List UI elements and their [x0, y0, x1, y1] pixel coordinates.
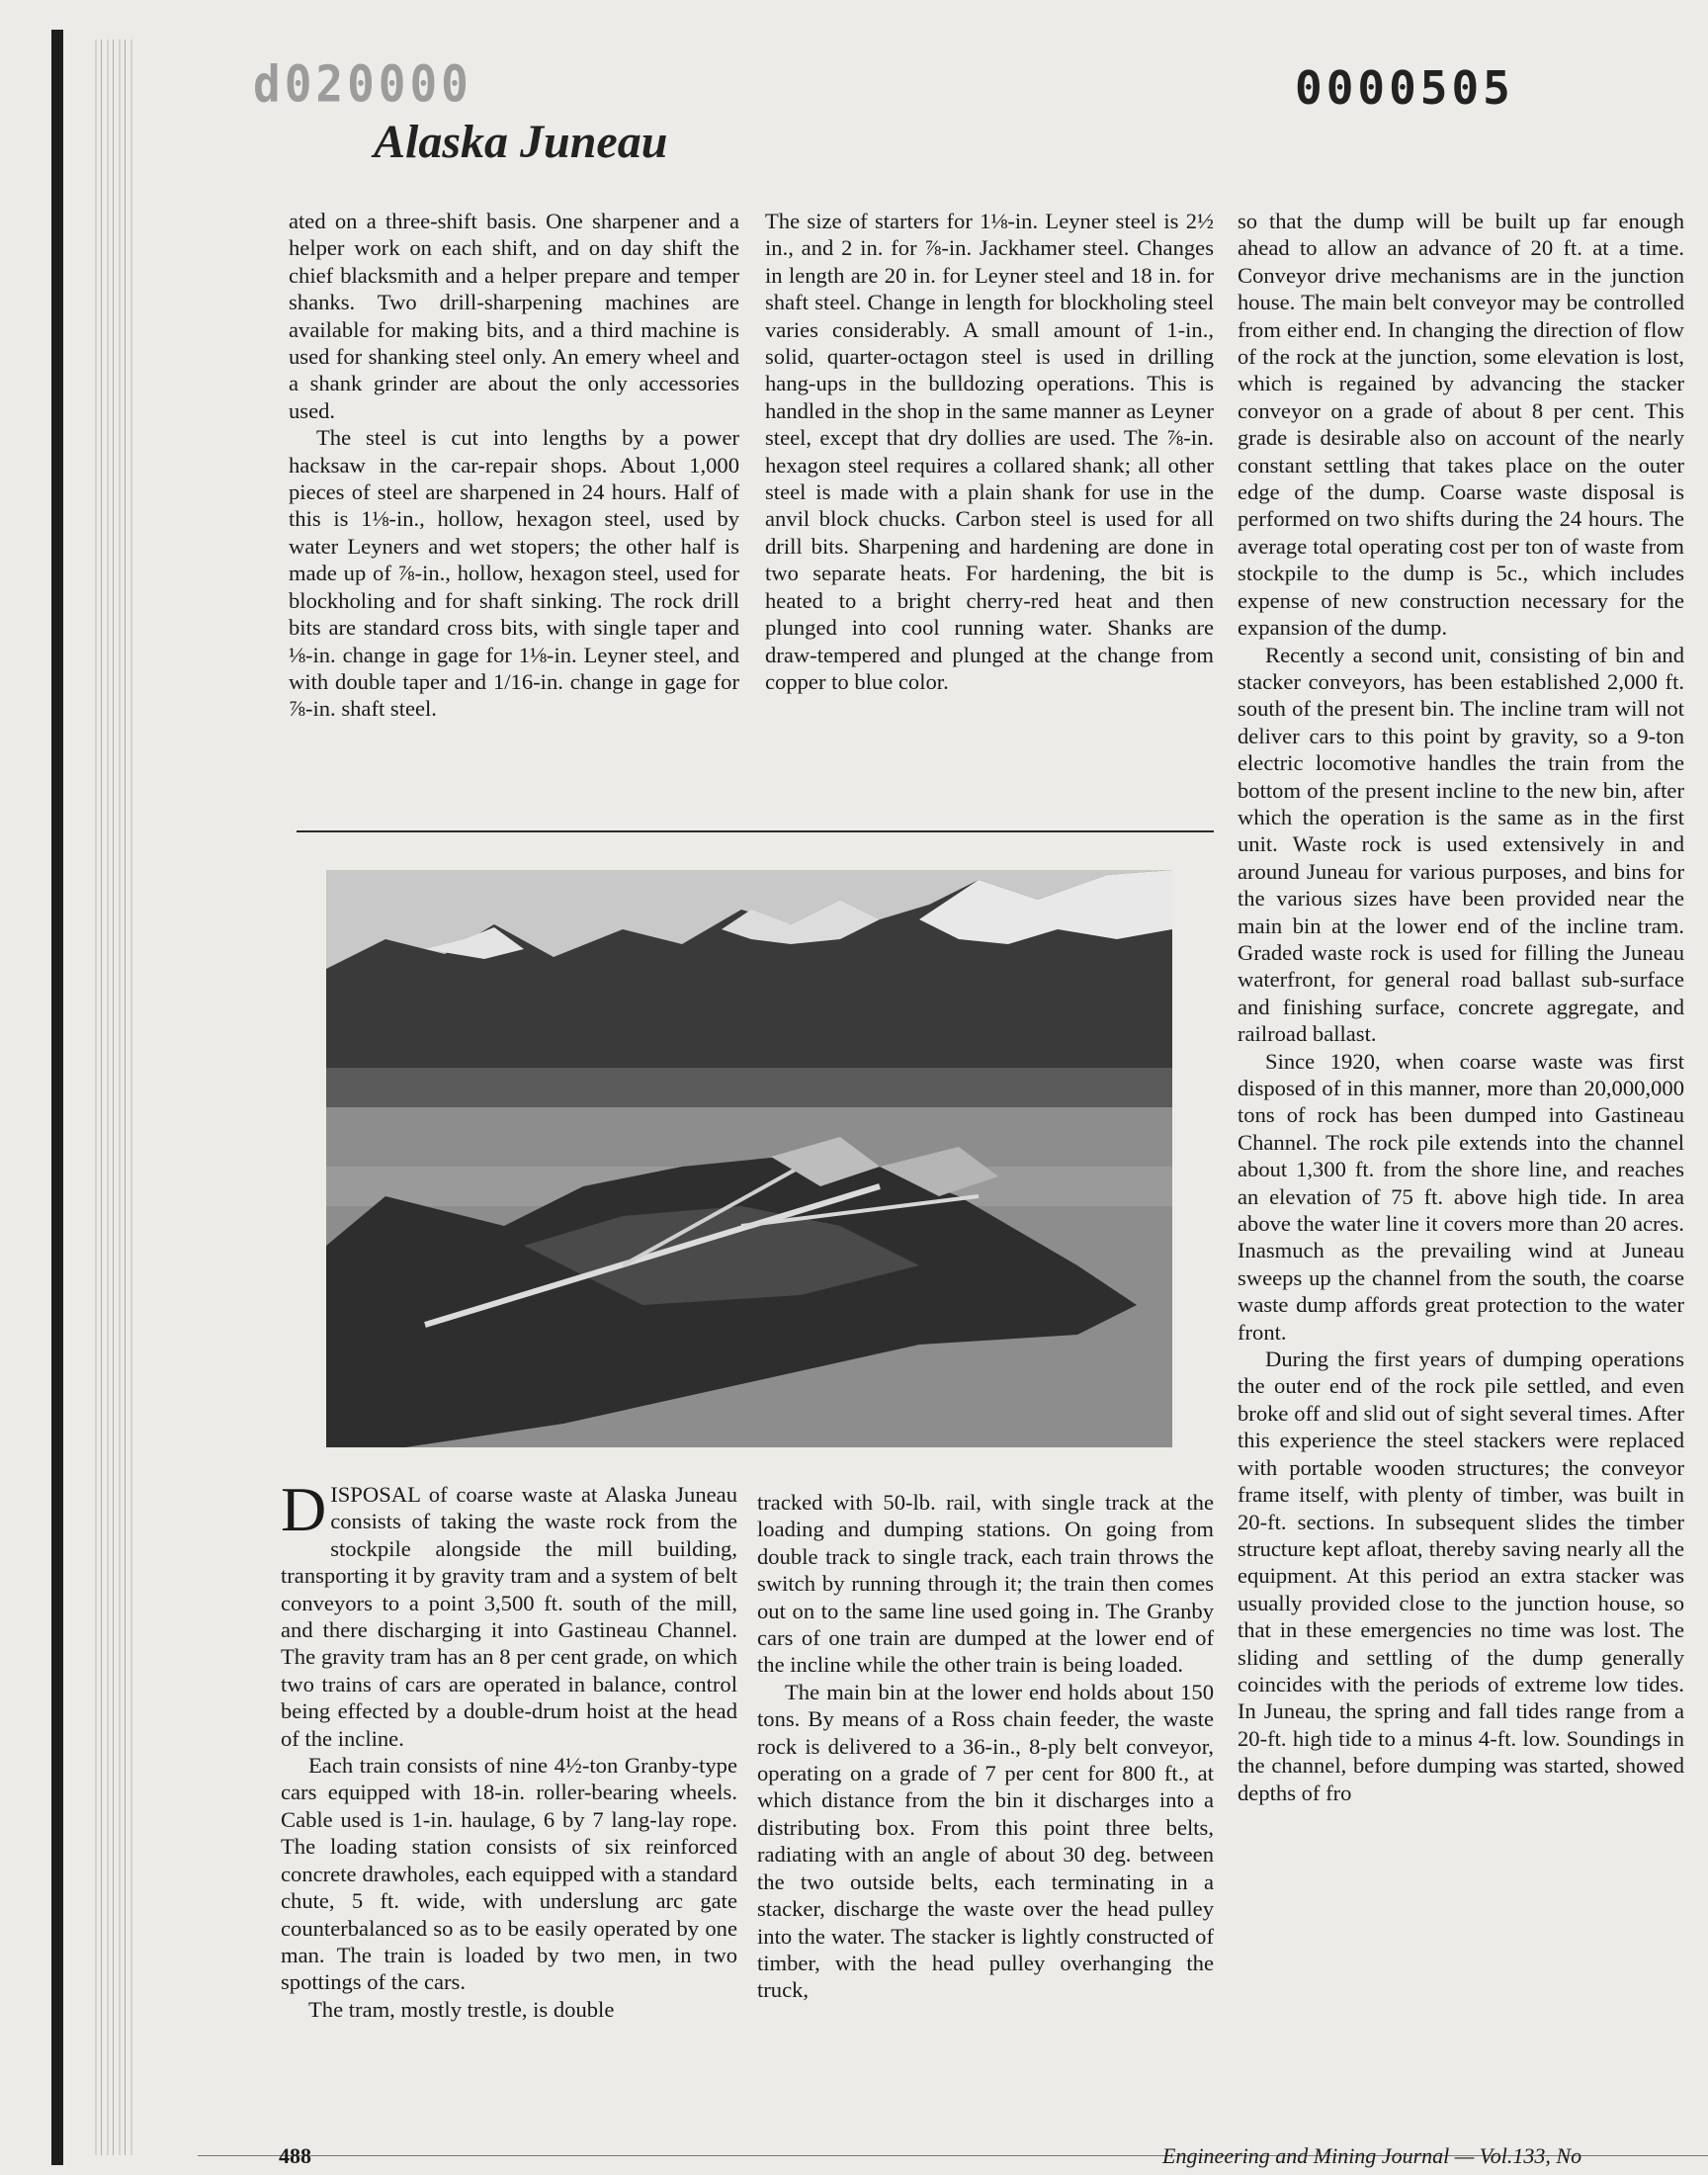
journal-footer: Engineering and Mining Journal — Vol.133, No: [1162, 2143, 1582, 2168]
lead-text: ISPOSAL of coarse waste at Alaska Juneau consists of taking the waste rock from the stockpile alongside the mill building, transporting it by gravity tram and a system of belt conveyors to a point 3,500 ft. south of the mill, and there discharging it into Gastineau Channel. The gravity tram has an 8 per cent grade, on which two trains of cars are operated in balance, control being effected by a double-drum hoist at the head of the incline.: [281, 1482, 737, 1751]
paragraph: Each train consists of nine 4½-ton Granby-type cars equipped with 18-in. roller-bearing wheels. Cable used is 1-in. haulage, 6 by 7 lang-lay rope. The loading station consists of six reinforced concrete drawholes, each equipped with a standard chute, 5 ft. wide, with underslung arc gate counterbalanced so as to be easily operated by one man. The train is loaded by two men, in two spottings of the cars.: [281, 1753, 737, 1995]
drop-cap: D: [281, 1474, 327, 1544]
stamp-number-left: d020000: [253, 54, 472, 114]
section-rule: [297, 830, 1214, 832]
stamp-number-right: 0000505: [1295, 61, 1514, 115]
paragraph: The steel is cut into lengths by a power hacksaw in the car-repair shops. About 1,000 pieces of steel are sharpened in 24 hours. Half of this is 1⅛-in., hollow, hexagon steel, used by water Leyners and wet stopers; the other half is made up of ⅞-in., hollow, hexagon steel, used for blockholing and for shaft sinking. The rock drill bits are standard cross bits, with single taper and ⅛-in. change in gage for 1⅛-in. Leyner steel, and with double taper and 1/16-in. change in gage for ⅞-in. shaft steel.: [289, 425, 739, 722]
paragraph: ated on a three-shift basis. One sharpener and a helper work on each shift, and on day shift the chief blacksmith and a helper prepare and temper shanks. Two drill-sharpening machines are available for making bits, and a third machine is used for shanking steel only. An emery wheel and a shank grinder are about the only accessories used.: [289, 209, 739, 423]
paragraph: tracked with 50-lb. rail, with single track at the loading and dumping stations. On going from double track to single track, each train throws the switch by running through it; the train then comes out on to the same line used going in. The Granby cars of one train are dumped at the lower end of the incline while the other train is being loaded.: [757, 1490, 1214, 1678]
top-column-1: [289, 208, 739, 723]
paragraph: The main bin at the lower end holds about 150 tons. By means of a Ross chain feeder, the waste rock is delivered to a 36-in., 8-ply belt conveyor, operating on a grade of 7 per cent for 800 ft., at which distance from the bin it discharges into a distributing box. From this point three belts, radiating with an angle of about 30 deg. between the two outside belts, each terminating in a stacker, discharge the waste over the head pulley into the water. The stacker is lightly constructed of timber, with the head pulley overhanging the truck,: [757, 1679, 1214, 2003]
paragraph: so that the dump will be built up far enough ahead to allow an advance of 20 ft. at a time. Conveyor drive mechanisms are in the junction house. The main belt conveyor may be controlled from either end. In changing the direction of flow of the rock at the junction, some elevation is lost, which is regained by advancing the stacker conveyor on a grade of about 8 per cent. This grade is desirable also on account of the nearly constant settling that takes place on the outer edge of the dump. Coarse waste disposal is performed on two shifts during the 24 hours. The average total operating cost per ton of waste from stockpile to the dump is 5c., which includes expense of new construction necessary for the expansion of the dump.: [1238, 209, 1684, 641]
top-column-2: [765, 208, 1214, 695]
photo-waste-dump: [326, 870, 1172, 1447]
bottom-column-2: [757, 1489, 1214, 2004]
paragraph: The size of starters for 1⅛-in. Leyner steel is 2½ in., and 2 in. for ⅞-in. Jackhamer steel. Changes in length are 20 in. for Leyner steel and 18 in. for shaft steel. Change in length for blockholing steel varies considerably. A small amount of 1-in., solid, quarter-octagon steel is used in drilling hang-ups in the bulldozing operations. This is handled in the shop in the same manner as Leyner steel, except that dry dollies are used. The ⅞-in. hexagon steel requires a collared shank; all other steel is made with a plain shank for use in the anvil block chucks. Carbon steel is used for all drill bits. Sharpening and hardening are done in two separate heats. For hardening, the bit is heated to a bright cherry-red heat and then plunged into cool running water. Shanks are draw-tempered and plunged at the change from copper to blue color.: [765, 209, 1214, 694]
photo-illustration: [326, 870, 1172, 1447]
paragraph: Since 1920, when coarse waste was first disposed of in this manner, more than 20,000,000 tons of rock has been dumped into Gastineau Channel. The rock pile extends into the channel about 1,300 ft. from the shore line, and reaches an elevation of 75 ft. above high tide. In area above the water line it covers more than 20 acres. Inasmuch as the prevailing wind at Juneau sweeps up the channel from the south, the coarse waste dump affords great protection to the water front.: [1238, 1048, 1684, 1345]
binding-shadow: [95, 40, 134, 2155]
article-title: Alaska Juneau: [374, 116, 668, 168]
page-number: 488: [279, 2143, 311, 2168]
binding-edge: [51, 30, 63, 2165]
paragraph: [281, 1474, 737, 1752]
paragraph: Recently a second unit, consisting of bin and stacker conveyors, has been established 2,000 ft. south of the present bin. The incline tram will not deliver cars to this point by gravity, so a 9-ton electric locomotive handles the train from the bottom of the present incline to the new bin, after which the operation is the same as in the first unit. Waste rock is used extensively in and around Juneau for various purposes, and bins for the various sizes have been provided near the main bin at the lower end of the incline tram. Graded waste rock is used for filling the Juneau waterfront, for general road ballast sub-surface and finishing surface, concrete aggregate, and railroad ballast.: [1238, 642, 1684, 1047]
paragraph: During the first years of dumping operations the outer end of the rock pile settled, and even broke off and slid out of sight several times. After this experience the steel stackers were replaced with portable wooden structures; the conveyor frame itself, with plenty of timber, was built in 20-ft. sections. In subsequent slides the timber structure kept afloat, thereby saving nearly all the equipment. At this period an extra stacker was usually provided close to the junction house, so that in these emergencies no time was lost. The sliding and settling of the dump generally coincides with the periods of extreme low tides. In Juneau, the spring and fall tides range from a 20-ft. high tide to a minus 4-ft. low. Soundings in the channel, before dumping was started, showed depths of fro: [1238, 1347, 1684, 1805]
paragraph: The tram, mostly trestle, is double: [308, 1996, 615, 2022]
bottom-column-1: [281, 1474, 737, 2023]
right-column: [1238, 208, 1684, 2135]
